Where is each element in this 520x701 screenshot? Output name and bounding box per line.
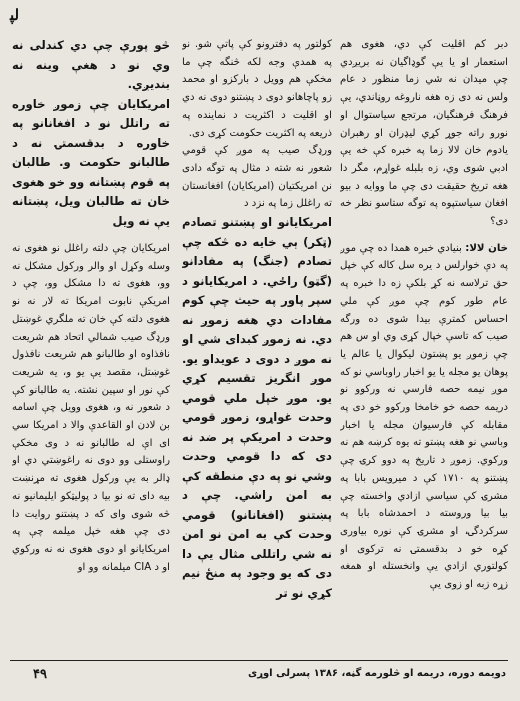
paragraph: کولتور په دفترونو کې پاتې شو. نو په همدې وجه لکه څنگه چې ما مخکې هم وویل د بارکزو او محمد زو پاچاهانو دوی د پښتنو دوی نه دي او اقلیت د اکثریت د نماینده په ذریعه په اکثریت حکومت کړی دی. [182,39,332,139]
column-right [340,36,508,654]
speaker-text: بنیادي خبره همدا ده چې موږ په دې خوارلس د یره سل کاله کې خپل حق ترلاسه نه کړ بلکې زه دا خبره په عام طور کوم چې موږ کې ملي احساس کمترې بیدا شوی ده ورگه صیب که تاسې خپال کړی وي او س هم چې زموږ یو پښتون لیکوال یا عالم یا پوهان یو مجله یا یو اخبار راوباسي نو که موږ نیمه حصه فارسي نه ورکوو نو دریمه حصه خو خامخا ورکوو خو دی په مقابله کې فارسیوان مجله یا اخبار وباسي نو هغه پښتو ته یوه کرښه هم نه ورکوي. زموږ د تاریخ په دوو کرۍ چې پښتنو په ۱۷۱۰ کې د میرویس بابا په مشرۍ کې سیاسي ازادي واخسته چې بیا بیا وروسته د احمدشاه بابا په سرکردگۍ، او مشرۍ کې نوره بیاوری کړه خو د بدقسمتۍ نه ترکوی او کولتوري ازادي یې وانخستله او همغه زړه زبه او زوی یې [340,242,508,591]
paragraph-gap [12,231,170,240]
column-middle [182,36,332,654]
speaker-label: خان لالا: [465,242,508,254]
footer-rule [10,660,508,661]
page-number: ۴۹ [33,667,47,682]
column-left [12,36,170,654]
paragraph [340,240,508,594]
bold-paragraph: څو پورې چې دي کندلی نه وي نو د هغې وینه نه بندیږي. [12,38,170,91]
paragraph: ورډگ صیب په موږ کې قومي شعور نه شته د مثال په توگه دادی نن امریکتیان (امریکایان) افغانستان ته راغلل زما په نزد د [182,145,332,210]
page-mark: ﻟﭙ [10,6,20,24]
bold-paragraph: امریکایانو او پښتنو تصادم (ټکر) ېي خایه ده څکه چې تصادم (جنگ) په مفادانو (گټو) راځي. د امریکایانو د سپر پاور په حیث چې کوم مفادات دي هغه زموږ نه دي. نه زموږ کبدای شي او نه موږ د دوی د عویداو یو. موږ انگریز تقسیم کړي یو. موږ خپل ملي قومي وحدت غواړو، زموږ قومي وحدت د امریکې پر ضد نه دی که دا قومي وحدت وشي نو په دې منطقه کې به امن راشي. چې د پښتنو (افغانانو) قومي وحدت کې به امن نو امن نه شي راتللی مثال یې دا دی که یو وجود په منځ نیم کړي نو تر [182,215,332,600]
paragraph-gap [340,231,508,240]
bold-paragraph: امریکایان چې زموږ خاوره ته راتلل نو د افغانانو په خاوره د بدقسمتۍ نه د طالبانو حکومت و. طالبان په قوم پښتانه وو خو هغوی خان ته طالبان ویل، پښتانه یې نه ویل [12,96,170,228]
footer-issue-info: دویمه دوره، دریمه او څلورمه گڼه، ۱۳۸۶ پسرلی اوړی [248,668,506,679]
paragraph: امریکایان چې دلته راغلل نو هغوی نه وسله وکړل او والر ورکول مشکل نه وو، هغوی ته دا مشکل وو، چې د امریکې نابوت امریکا ته لار نه نو هغوی دلته کې خان ته ملگري غوښتل ورډگ صیب شمالي اتحاد هم شریعت نافذاوه او طالبانو هم شریعت نافذول غوښتل، مقصد یې یو و، یه شریعت کې نور او سپین نشته. یه طالبانو کې د شعور نه و، هغوی وویل چې اسامه بن لادن او القاعدې والا د امریکا سي ای اې له طالبانو نه د وی مخکې راوستلی وو دوی نه راغوښتي دي او ډالر به یې ورکول هغوی ته مړنښت بیه دای ته نو بیا د پولیټکو ایلیمانیو نه څه شوی وای که د پښتنو روایت دا دی چې هغه خپل میلمه چې په امریکایانو او دوی هغوی نه نه ورکوي او د CIA میلمانه وو او [12,243,170,573]
paragraph: دبر کم اقلیت کې دي، هغوی هم استعمار او یا یې گوډاگیان نه بریږدي چې میدان نه شي زما منظور د عام ولس نه دی زه هغه ناروغه روڼاندي، یې فرهنگ فرهنگیان، مرتجع سیاستوال او نورو راته جوړ کړي لیډران او رهبران یادوم خان لالا زما په خبره کې خه یې ادبي شوی وي، زه بلبله غواړم، مگر دا هغه تریخ حقیقت دی چې ما ووایه د بیو افغان سیاستپوه په توگه ستاسو نظر خه دی؟ [340,39,508,228]
